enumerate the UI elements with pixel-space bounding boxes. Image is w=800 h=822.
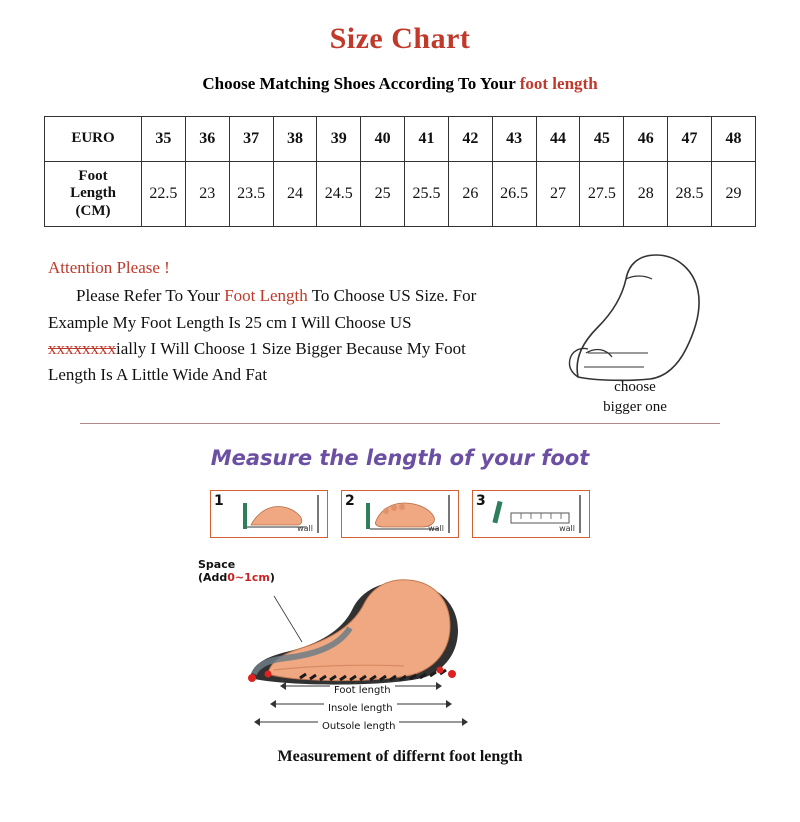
measure-section-title: Measure the length of your foot <box>210 446 590 470</box>
measure-steps <box>210 490 590 538</box>
row-label-euro: EURO <box>45 117 142 162</box>
step-number: 1 <box>214 493 224 509</box>
choose-bigger-callout <box>560 377 710 418</box>
euro-cell: 46 <box>624 117 668 162</box>
measure-step-2 <box>341 490 459 538</box>
length-cell: 25.5 <box>405 162 449 227</box>
size-chart-page <box>0 22 800 822</box>
space-label-suffix: ) <box>269 571 275 585</box>
step-number: 2 <box>345 493 355 509</box>
euro-cell: 35 <box>142 117 186 162</box>
step3-wall-label: wall <box>559 524 575 533</box>
step-number: 3 <box>476 493 486 509</box>
attention-line4: Bigger Because My Foot Length Is A Little Wide <box>48 339 466 385</box>
length-cell: 27.5 <box>580 162 624 227</box>
length-cell: 28.5 <box>668 162 712 227</box>
attention-text <box>48 255 478 389</box>
table-row-euro <box>45 117 756 162</box>
space-label-value: 0~1cm <box>227 571 270 585</box>
measure-step-3 <box>472 490 590 538</box>
attention-block <box>44 249 756 419</box>
subtitle-accent: foot length <box>519 74 598 93</box>
length-cell: 24 <box>273 162 317 227</box>
measurement-bars <box>190 678 610 738</box>
attention-line3-b: ially I Will Choose 1 Size <box>116 339 292 359</box>
space-label-line1: Space <box>198 558 236 571</box>
attention-line3-strike: xxxxxxxx <box>48 339 116 359</box>
euro-cell: 48 <box>711 117 755 162</box>
euro-cell: 44 <box>536 117 580 162</box>
step1-wall-label: wall <box>297 524 313 533</box>
length-cell: 27 <box>536 162 580 227</box>
measure-caption-foot-length: Foot length <box>330 685 395 696</box>
space-label-prefix: (Add <box>198 571 228 585</box>
page-subtitle <box>0 74 800 94</box>
attention-line1-accent: Foot Length <box>224 286 308 306</box>
table-row-foot-length <box>45 162 756 227</box>
length-cell: 24.5 <box>317 162 361 227</box>
step3-wall-line <box>579 495 581 533</box>
foot-label-line2: Length <box>70 185 116 202</box>
step1-wall-line <box>317 495 319 533</box>
page-title: Size Chart <box>329 22 471 55</box>
length-cell: 25 <box>361 162 405 227</box>
section-divider <box>80 423 720 424</box>
foot-outline-illustration <box>526 249 746 389</box>
row-label-foot-length <box>45 162 142 227</box>
euro-cell: 38 <box>273 117 317 162</box>
diagram-footer-caption: Measurement of differnt foot length <box>277 748 523 765</box>
euro-cell: 37 <box>229 117 273 162</box>
euro-cell: 41 <box>405 117 449 162</box>
length-cell: 22.5 <box>142 162 186 227</box>
length-cell: 29 <box>711 162 755 227</box>
measure-caption-outsole-length: Outsole length <box>318 721 399 732</box>
subtitle-prefix: Choose Matching Shoes According To Your <box>202 74 520 93</box>
measure-caption-insole-length: Insole length <box>324 703 397 714</box>
attention-line5: And Fat <box>211 365 268 385</box>
euro-cell: 47 <box>668 117 712 162</box>
euro-cell: 40 <box>361 117 405 162</box>
length-cell: 23 <box>185 162 229 227</box>
callout-line1: choose <box>614 379 656 395</box>
attention-line3-a: Will Choose US <box>300 312 412 332</box>
euro-cell: 36 <box>185 117 229 162</box>
foot-label-line1: Foot <box>78 168 108 185</box>
foot-label-line3: (CM) <box>75 202 111 219</box>
foot-measurement-diagram <box>190 552 610 742</box>
attention-line1-a: Please Refer To Your <box>76 286 225 306</box>
euro-cell: 39 <box>317 117 361 162</box>
attention-line1-b: To Choose <box>307 286 385 306</box>
measure-step-1 <box>210 490 328 538</box>
callout-line2: bigger one <box>603 399 667 416</box>
size-table <box>44 116 756 227</box>
attention-heading: Attention Please ! <box>48 258 170 277</box>
length-cell: 26 <box>448 162 492 227</box>
length-cell: 28 <box>624 162 668 227</box>
euro-cell: 45 <box>580 117 624 162</box>
euro-cell: 42 <box>448 117 492 162</box>
step2-wall-label: wall <box>428 524 444 533</box>
euro-cell: 43 <box>492 117 536 162</box>
attention-body <box>48 283 478 388</box>
length-cell: 23.5 <box>229 162 273 227</box>
length-cell: 26.5 <box>492 162 536 227</box>
attention-line2: US Size. For Example My Foot Length Is 25 cm I <box>48 286 477 332</box>
step2-wall-line <box>448 495 450 533</box>
